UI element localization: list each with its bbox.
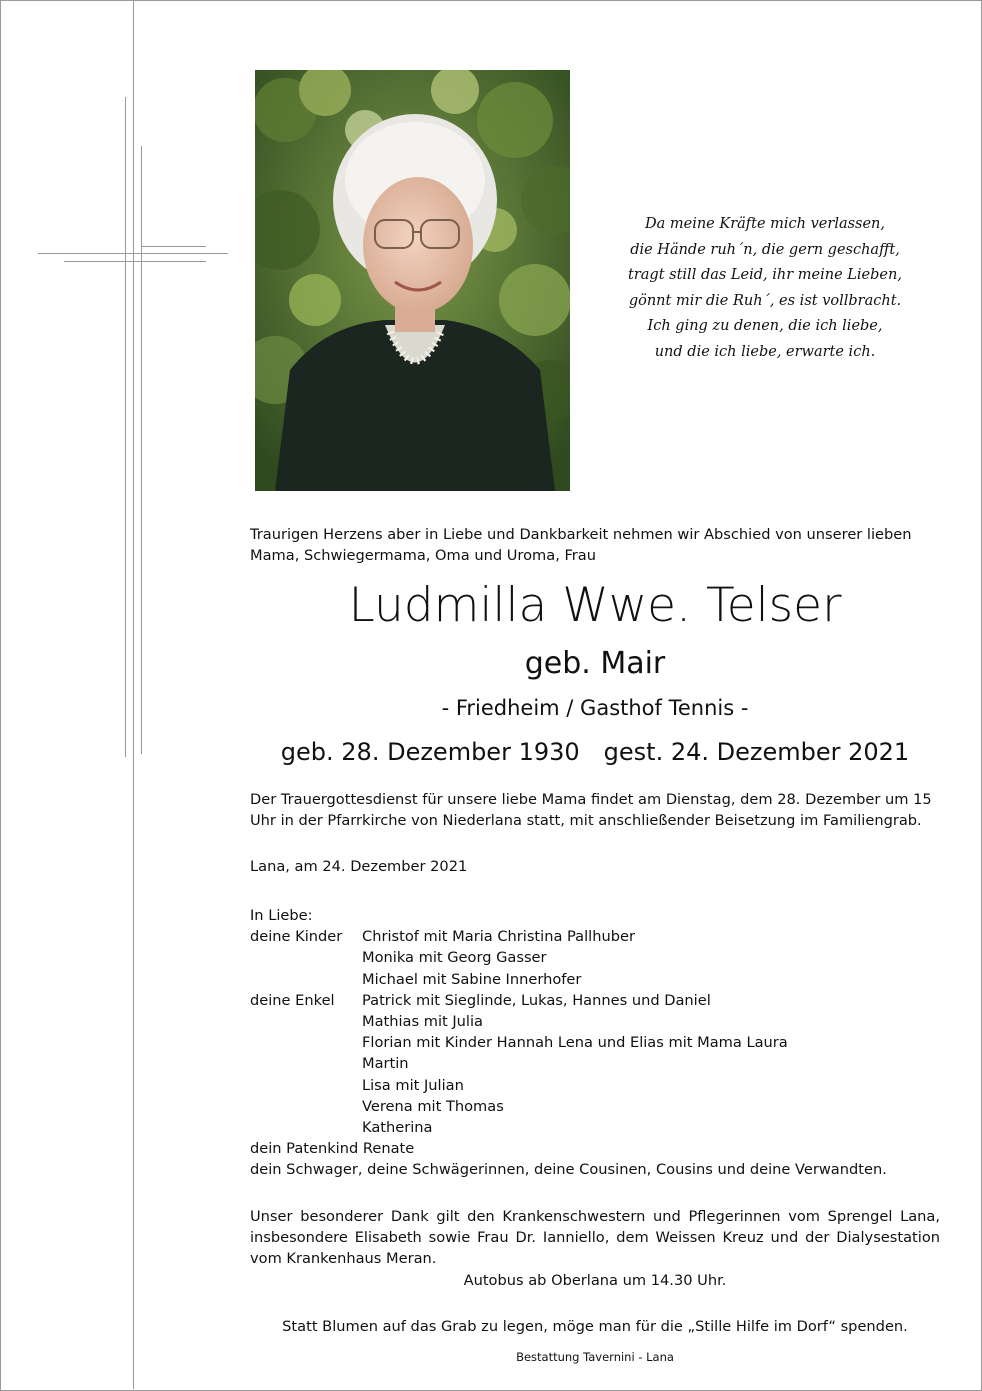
mourner-names: Mathias mit Julia (362, 1012, 483, 1030)
residence: - Friedheim / Gasthof Tennis - (441, 696, 749, 720)
list-item (250, 1053, 940, 1074)
list-item (250, 1011, 940, 1032)
mourners-list (250, 905, 940, 1180)
list-item (250, 1138, 940, 1159)
mourner-names: Lisa mit Julian (362, 1076, 464, 1094)
mourner-label: dein Schwager, deine Schwägerinnen, deine Cousinen, Cousins und deine Verwandten. (250, 1161, 887, 1179)
list-item (250, 1075, 940, 1096)
list-item (250, 1117, 940, 1138)
list-item (250, 969, 940, 990)
list-item (250, 905, 940, 926)
mourner-names: Martin (362, 1055, 409, 1073)
mourner-names: Patrick mit Sieglinde, Lukas, Hannes und Daniel (362, 991, 711, 1009)
portrait-photo (255, 70, 570, 491)
mourner-names: Michael mit Sabine Innerhofer (362, 970, 582, 988)
list-item (250, 926, 940, 947)
mourner-label: In Liebe: (250, 907, 313, 924)
list-item (250, 1159, 940, 1180)
mourner-names: Katherina (362, 1118, 433, 1136)
death-date: gest. 24. Dezember 2021 (603, 738, 910, 766)
mourner-names: Verena mit Thomas (362, 1097, 504, 1115)
poem-line: Ich ging zu denen, die ich liebe, (647, 318, 883, 334)
thanks-text: Unser besonderer Dank gilt den Krankenschwestern und Pflegerinnen vom Sprengel Lana, insbesondere Elisabeth sowie Frau Dr. Ianniello, dem Weissen Kreuz und der Dialysestation vom Krankenhaus Meran. (250, 1208, 940, 1267)
intro-text: Traurigen Herzens aber in Liebe und Dankbarkeit nehmen wir Abschied von unserer lieben Mama, Schwiegermama, Oma und Uroma, Frau (250, 526, 912, 564)
mourner-names: Christof mit Maria Christina Pallhuber (362, 928, 635, 946)
mourner-names: Florian mit Kinder Hannah Lena und Elias mit Mama Laura (362, 1034, 788, 1052)
poem-line: Da meine Kräfte mich verlassen, (644, 216, 886, 232)
poem-line: gönnt mir die Ruh´, es ist vollbracht. (628, 292, 902, 309)
mourner-label: deine Kinder (250, 928, 343, 946)
list-item (250, 947, 940, 968)
birth-date: geb. 28. Dezember 1930 (280, 738, 580, 766)
mourner-label: dein Patenkind Renate (250, 1140, 415, 1158)
life-dates (250, 734, 940, 770)
poem-line: tragt still das Leid, ihr meine Lieben, (628, 267, 902, 283)
deceased-name: Ludmilla Wwe. Telser (348, 578, 842, 633)
list-item (250, 1096, 940, 1117)
poem (590, 212, 940, 365)
list-item (250, 1032, 940, 1053)
mourner-label: deine Enkel (250, 991, 335, 1009)
bus-info: Autobus ab Oberlana um 14.30 Uhr. (463, 1272, 727, 1289)
undertaker-credit: Bestattung Tavernini - Lana (516, 1350, 674, 1364)
donation-note: Statt Blumen auf das Grab zu legen, möge man für die „Stille Hilfe im Dorf“ spenden. (282, 1318, 908, 1335)
poem-line: die Hände ruh´n, die gern geschafft, (630, 241, 900, 258)
funeral-service-text: Der Trauergottesdienst für unsere liebe Mama findet am Dienstag, dem 28. Dezember um 15 Uhr in der Pfarrkirche von Niederlana statt, mit anschließender Beisetzung im Familiengrab. (250, 791, 932, 829)
mourner-names: Monika mit Georg Gasser (362, 949, 547, 967)
place-date: Lana, am 24. Dezember 2021 (250, 858, 468, 875)
list-item (250, 990, 940, 1011)
maiden-name: geb. Mair (524, 646, 666, 681)
poem-line: und die ich liebe, erwarte ich. (654, 343, 876, 360)
